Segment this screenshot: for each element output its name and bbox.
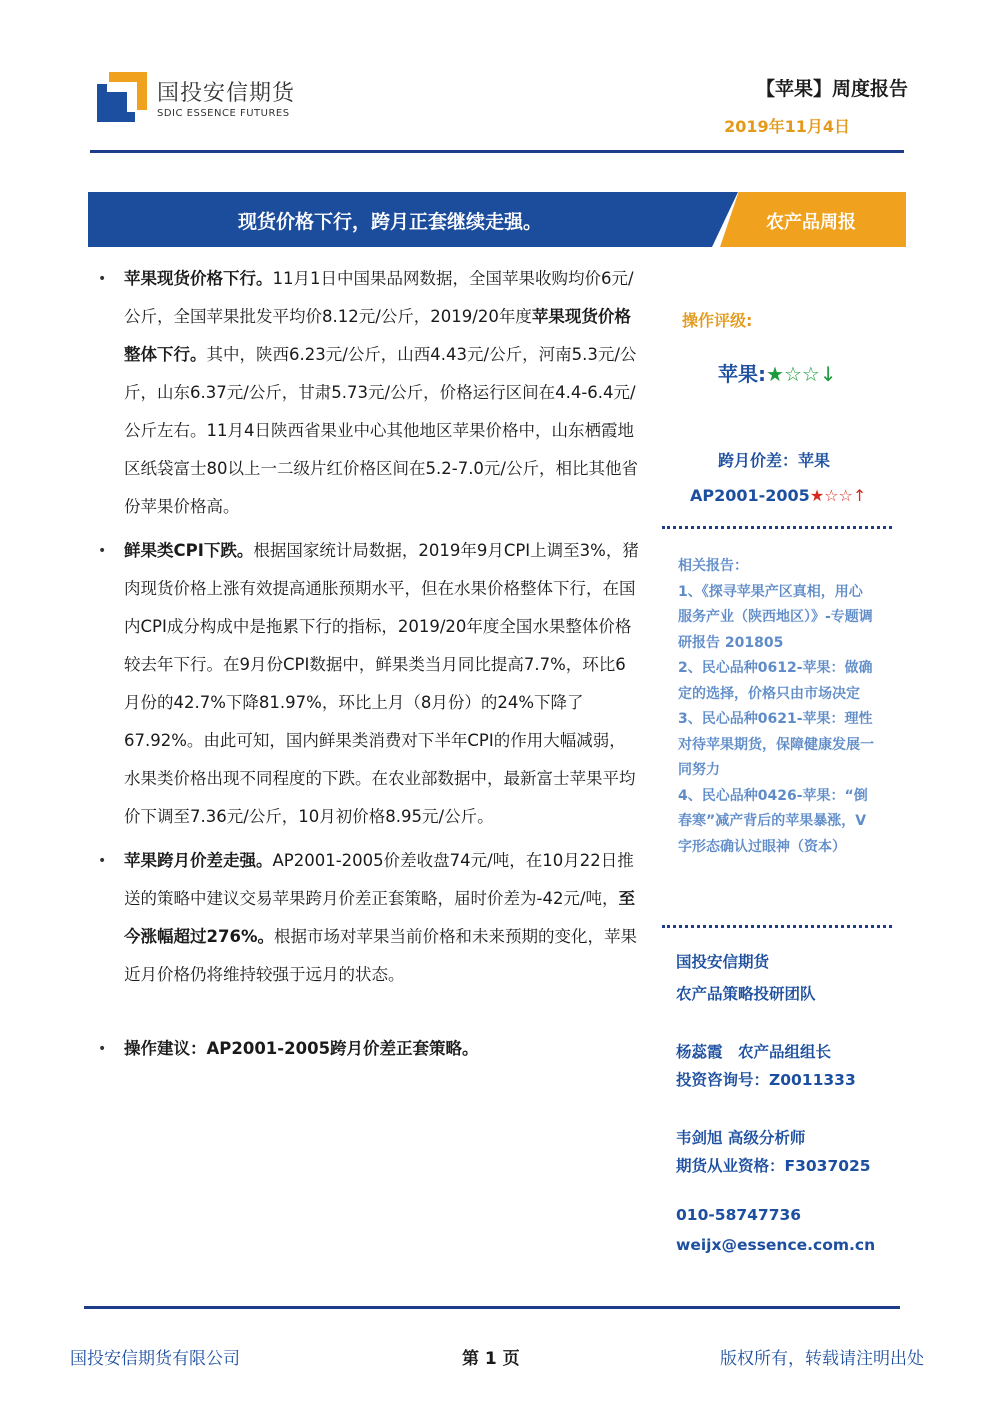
related-reports-title: 相关报告： — [678, 558, 748, 574]
bullet-text: AP2001-2005价差收盘74元/吨，在10月22日推送的策略中建议交易苹果跨月价差正套策略，届时价差为-42元/吨， — [124, 851, 634, 908]
header-divider — [90, 150, 904, 153]
report-category: 农产品周报 — [766, 212, 856, 233]
apple-rating-label: 苹果: — [718, 362, 766, 386]
report-date: 2019年11月4日 — [724, 117, 850, 136]
bullet-lead: 操作建议：AP2001-2005跨月价差正套策略。 — [124, 1039, 479, 1058]
report-type: 【苹果】周度报告 — [755, 78, 908, 100]
spread-rating — [690, 486, 866, 505]
bullet-lead: 苹果跨月价差走强。 — [124, 851, 273, 870]
arrow-down-icon: ↓ — [819, 362, 837, 386]
contact-phone: 010-58747736 — [676, 1206, 802, 1224]
dotted-divider — [662, 526, 892, 529]
spread-code: AP2001-2005 — [690, 486, 810, 505]
rating-label: 操作评级: — [682, 311, 753, 330]
logo-english-name: SDIC ESSENCE FUTURES — [157, 108, 290, 119]
footer-company: 国投安信期货有限公司 — [70, 1349, 240, 1369]
footer-divider — [84, 1306, 900, 1309]
star-filled-icon: ★ — [766, 362, 784, 386]
team-name: 农产品策略投研团队 — [676, 985, 816, 1003]
bullet-text: 根据国家统计局数据，2019年9月CPI上调至3%，猪肉现货价格上涨有效提高通胀预期水平，但在水果价格整体下行，在国内CPI成分构成中是拖累下行的指标，2019/20年度全国水果整体价格较去年下行。在9月份CPI数据中，鲜果类当月同比提高7.7%，环比6月份的42.7%下降81.97%，环比上月（8月份）的24%下降了67.92%。由此可知，国内鲜果类消费对下半年CPI的作用大幅减弱，水果类价格出现不同程度的下跌。在农业部数据中，最新富士苹果平均价下调至7.36元/公斤，10月初价格8.95元/公斤。 — [124, 541, 639, 826]
bullet-text: 其中，陕西6.23元/公斤，山西4.43元/公斤，河南5.3元/公斤，山东6.37元/公斤，甘肃5.73元/公斤，价格运行区间在4.4-6.4元/公斤左右。11月4日陕西省果业中心其他地区苹果价格中，山东栖霞地区纸袋富士80以上一二级片红价格区间在5.2-7.0元/公斤，相比其他省份苹果价格高。 — [124, 345, 638, 516]
related-report-item: 2、民心品种0612-苹果：做确 定的选择，价格只由市场决定 — [678, 660, 873, 702]
bullet-recommendation — [98, 1030, 640, 1068]
bullet-spread — [98, 842, 640, 994]
page-number: 第 1 页 — [462, 1349, 520, 1369]
dotted-divider — [662, 925, 892, 928]
analyst-1-license: 投资咨询号：Z0011333 — [676, 1071, 856, 1089]
team-company: 国投安信期货 — [676, 953, 770, 971]
bullet-text: 11月1日中国果品网数据，全国苹果收购均价6元/公斤，全国苹果批发平均价8.12元/公斤，2019/20年度 — [124, 269, 634, 326]
star-filled-icon: ★ — [809, 486, 825, 505]
bullet-bold-text: 至今涨幅超过276%。 — [124, 889, 636, 946]
bullet-cpi — [98, 532, 640, 836]
report-headline: 现货价格下行，跨月正套继续走强。 — [238, 211, 543, 233]
related-report-item: 1、《探寻苹果产区真相，用心 服务产业（陕西地区）》-专题调 研报告 201805 — [678, 583, 873, 651]
main-content — [98, 260, 640, 1068]
star-empty-icon: ☆☆ — [824, 486, 853, 505]
related-report-item: 4、民心品种0426-苹果：“倒 春寒”减产背后的苹果暴涨，V 字形态确认过眼神（资本） — [678, 787, 868, 855]
logo-mark-icon — [97, 72, 147, 122]
arrow-up-icon: ↑ — [852, 486, 867, 505]
bullet-lead: 鲜果类CPI下跌。 — [124, 541, 254, 560]
related-report-item: 3、民心品种0621-苹果：理性 对待苹果期货，保障健康发展一 同努力 — [678, 711, 874, 778]
title-banner — [88, 192, 906, 247]
analyst-1-title: 杨蕊霞 农产品组组长 — [676, 1043, 832, 1061]
apple-rating — [718, 358, 837, 387]
analyst-2-title: 韦剑旭 高级分析师 — [676, 1129, 806, 1147]
logo-chinese-name: 国投安信期货 — [157, 81, 296, 106]
contact-email[interactable]: weijx@essence.com.cn — [676, 1236, 876, 1254]
spread-label: 跨月价差：苹果 — [718, 451, 831, 470]
bullet-bold-text: 苹果现货价格整体下行。 — [124, 307, 631, 364]
bullet-text: 根据市场对苹果当前价格和未来预期的变化，苹果近月价格仍将维持较强于远月的状态。 — [124, 927, 637, 984]
bullet-lead: 苹果现货价格下行。 — [124, 269, 273, 288]
star-empty-icon: ☆☆ — [783, 362, 820, 386]
related-reports — [678, 554, 898, 860]
company-logo — [97, 70, 307, 130]
analyst-2-license: 期货从业资格：F3037025 — [676, 1157, 871, 1175]
bullet-spot-price — [98, 260, 640, 526]
footer-copyright: 版权所有，转载请注明出处 — [720, 1349, 924, 1369]
